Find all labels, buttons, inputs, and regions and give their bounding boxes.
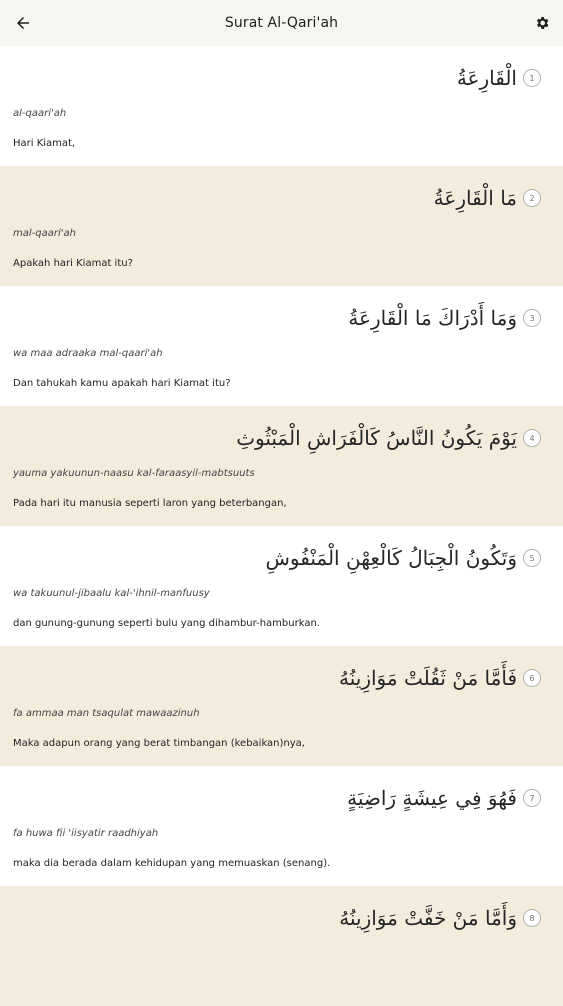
ayah-arabic: وَمَا أَدْرَاكَ مَا الْقَارِعَةُ <box>348 306 517 330</box>
ayah-arabic-text <box>348 298 541 338</box>
ayah-translation: Apakah hari Kiamat itu? <box>13 258 133 269</box>
ayah-translation: maka dia berada dalam kehidupan yang memuaskan (senang). <box>13 858 331 869</box>
ayah-transliteration: mal-qaari'ah <box>13 228 76 239</box>
ayah-transliteration: yauma yakuunun-naasu kal-faraasyil-mabtsuuts <box>13 468 255 479</box>
ayah-translation: Dan tahukah kamu apakah hari Kiamat itu? <box>13 378 231 389</box>
page-title: Surat Al-Qari'ah <box>224 15 339 31</box>
ayah-translation: Pada hari itu manusia seperti laron yang beterbangan, <box>13 498 287 509</box>
ayah-row-4[interactable] <box>0 406 563 526</box>
ayah-row-5[interactable] <box>0 526 563 646</box>
back-button[interactable] <box>8 8 38 38</box>
ayah-transliteration: wa maa adraaka mal-qaari'ah <box>13 348 163 359</box>
ayah-row-7[interactable] <box>0 766 563 886</box>
ayah-row-8[interactable] <box>0 886 563 1006</box>
ayah-arabic: فَهُوَ فِي عِيشَةٍ رَاضِيَةٍ <box>347 786 517 810</box>
ayah-transliteration: fa ammaa man tsaqulat mawaazinuh <box>13 708 200 719</box>
ayah-arabic-text <box>347 778 541 818</box>
ayah-number-badge: 3 <box>523 309 541 327</box>
gear-icon <box>534 15 550 31</box>
arrow-left-icon <box>14 14 32 32</box>
app-bar <box>0 0 563 46</box>
ayah-arabic-text <box>434 178 541 218</box>
ayah-arabic: مَا الْقَارِعَةُ <box>433 186 517 210</box>
ayah-translation: Hari Kiamat, <box>13 138 76 149</box>
ayah-number-badge: 2 <box>523 189 541 207</box>
ayah-arabic-text <box>266 538 542 578</box>
ayah-arabic-text <box>457 58 541 98</box>
ayah-number-badge: 8 <box>523 909 541 927</box>
ayah-row-3[interactable] <box>0 286 563 406</box>
ayah-number-badge: 5 <box>523 549 541 567</box>
ayah-number-badge: 1 <box>523 69 541 87</box>
ayah-row-2[interactable] <box>0 166 563 286</box>
ayah-number-badge: 7 <box>523 789 541 807</box>
ayah-arabic-text <box>236 418 541 458</box>
ayah-arabic: وَتَكُونُ الْجِبَالُ كَالْعِهْنِ الْمَنْفُوشِ <box>265 546 517 570</box>
ayah-translation: dan gunung-gunung seperti bulu yang dihambur-hamburkan. <box>13 618 320 629</box>
ayah-row-6[interactable] <box>0 646 563 766</box>
ayah-arabic-text <box>339 658 541 698</box>
ayah-number-badge: 4 <box>523 429 541 447</box>
ayah-list[interactable] <box>0 46 563 930</box>
ayah-transliteration: al-qaari'ah <box>13 108 67 119</box>
ayah-arabic-text <box>339 898 541 938</box>
ayah-row-1[interactable] <box>0 46 563 166</box>
ayah-transliteration: wa takuunul-jibaalu kal-'ihnil-manfuusy <box>13 588 210 599</box>
ayah-arabic: يَوْمَ يَكُونُ النَّاسُ كَالْفَرَاشِ الْمَبْثُوثِ <box>236 426 517 450</box>
ayah-transliteration: fa huwa fii 'iisyatir raadhiyah <box>13 828 159 839</box>
settings-button[interactable] <box>529 10 555 36</box>
ayah-number-badge: 6 <box>523 669 541 687</box>
ayah-arabic: الْقَارِعَةُ <box>456 66 517 90</box>
ayah-arabic: وَأَمَّا مَنْ خَفَّتْ مَوَازِينُهُ <box>339 906 517 930</box>
ayah-arabic: فَأَمَّا مَنْ ثَقُلَتْ مَوَازِينُهُ <box>339 666 517 690</box>
ayah-translation: Maka adapun orang yang berat timbangan (kebaikan)nya, <box>13 738 305 749</box>
